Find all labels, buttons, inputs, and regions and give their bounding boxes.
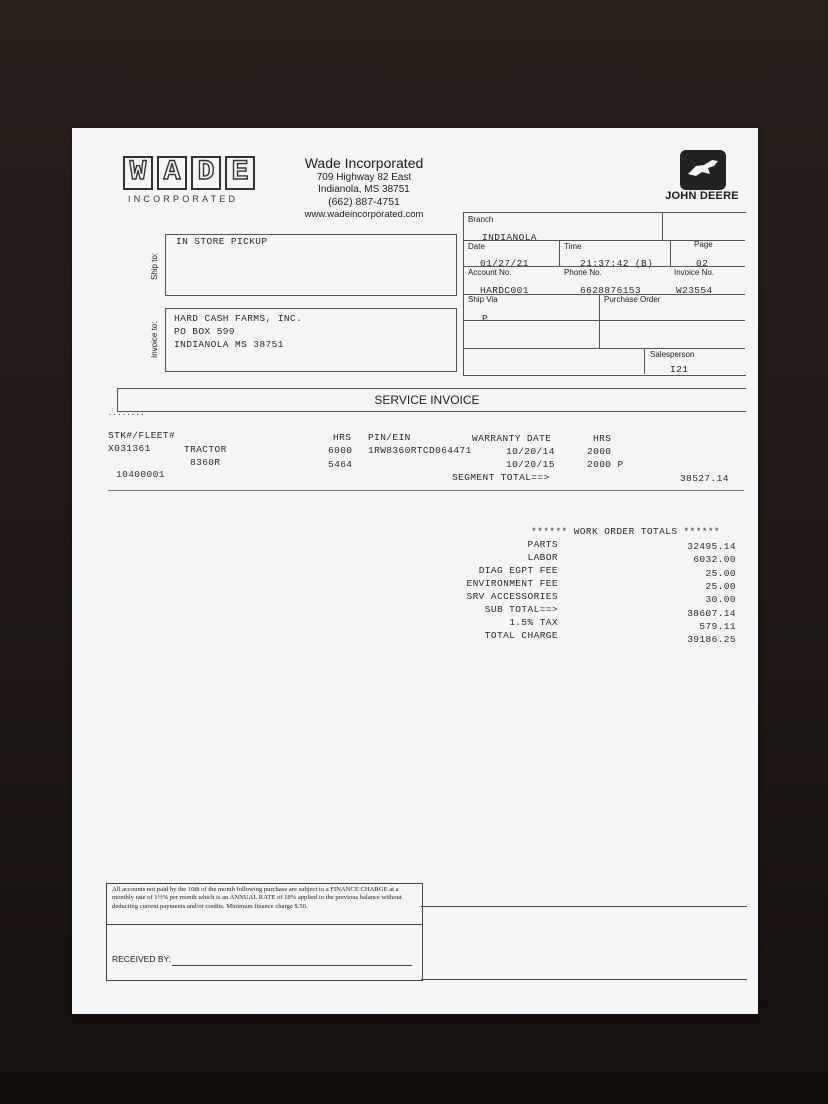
logo-subtitle: INCORPORATED — [128, 194, 239, 204]
segment-total-value: 38527.14 — [680, 473, 729, 484]
company-website: www.wadeincorporated.com — [304, 209, 424, 220]
warranty-date: 10/20/15 — [506, 459, 555, 470]
totals-value: 38607.14 — [687, 608, 736, 619]
logo-letter: D — [191, 156, 221, 190]
totals-value: 30.00 — [705, 594, 736, 605]
account-no-value: HARDC001 — [480, 285, 529, 296]
warranty-date: 10/20/14 — [506, 446, 555, 457]
ship-via-value: P — [482, 313, 489, 324]
dot-leader: ........ — [108, 410, 145, 418]
ship-to-label: Ship to: — [150, 252, 159, 280]
ship-via-label: Ship Via — [468, 295, 498, 304]
unit-type: TRACTOR — [184, 444, 227, 455]
warranty-hrs-header: HRS — [593, 433, 612, 444]
pin-header: PIN/EIN — [368, 432, 411, 443]
company-name: Wade Incorporated — [304, 155, 424, 171]
totals-header: ****** WORK ORDER TOTALS ****** — [531, 526, 721, 537]
warranty-hrs: 2000 — [587, 446, 612, 457]
unit-model: 8360R — [190, 457, 221, 468]
company-phone: (662) 887-4751 — [328, 196, 400, 208]
john-deere-deer-icon — [680, 150, 726, 190]
totals-label: ENVIRONMENT FEE — [466, 578, 558, 589]
pin-value: 1RW8360RTCD064471 — [368, 445, 472, 456]
totals-label: SRV ACCESSORIES — [466, 591, 558, 602]
totals-label: TOTAL CHARGE — [484, 630, 558, 641]
totals-label: SUB TOTAL==> — [484, 604, 558, 615]
time-value: 21:37:42 (B) — [580, 258, 654, 269]
invoice-to-label: Invoice to: — [150, 321, 159, 358]
brand-name: JOHN DEERE — [665, 190, 739, 202]
invoice-no-label: Invoice No. — [674, 268, 715, 277]
invoice-to-line: PO BOX 599 — [174, 326, 236, 337]
invoice-to-line: HARD CASH FARMS, INC. — [174, 313, 303, 324]
date-value: 01/27/21 — [480, 258, 529, 269]
page-value: 02 — [696, 258, 709, 269]
invoice-to-line: INDIANOLA MS 38751 — [174, 339, 284, 350]
hrs-value: 6000 — [328, 445, 353, 456]
purchase-order-label: Purchase Order — [604, 295, 661, 304]
date-label: Date — [468, 242, 485, 251]
branch-label: Branch — [468, 215, 494, 224]
phone-no-value: 6628876153 — [580, 285, 642, 296]
totals-value: 25.00 — [705, 568, 736, 579]
page-label: Page — [694, 240, 713, 249]
totals-label: DIAG EGPT FEE — [478, 565, 558, 576]
totals-label: 1.5% TAX — [509, 617, 558, 628]
warranty-header: WARRANTY DATE — [472, 433, 552, 444]
account-no-label: Account No. — [468, 268, 512, 277]
ship-to-value: IN STORE PICKUP — [176, 236, 268, 247]
invoice-no-value: W23554 — [676, 285, 713, 296]
branch-value: INDIANOLA — [482, 232, 537, 243]
hrs-header: HRS — [333, 432, 352, 443]
totals-value: 32495.14 — [687, 541, 736, 552]
page-title: SERVICE INVOICE — [374, 393, 480, 407]
invoice-paper — [72, 128, 758, 1014]
totals-value: 39186.25 — [687, 634, 736, 645]
logo-letter: A — [157, 156, 187, 190]
totals-value: 579.11 — [699, 621, 736, 632]
company-address2: Indianola, MS 38751 — [318, 184, 410, 195]
logo-letter: E — [225, 156, 255, 190]
logo-letter: W — [123, 156, 153, 190]
received-by-label: RECEIVED BY: — [112, 954, 172, 964]
totals-label: LABOR — [527, 552, 558, 563]
hrs-value: 5464 — [328, 459, 353, 470]
totals-label: PARTS — [527, 539, 558, 550]
stk-header: STK#/FLEET# — [108, 430, 176, 441]
phone-no-label: Phone No. — [564, 268, 602, 277]
segment-number: 10400001 — [116, 469, 165, 480]
stk-number: X031361 — [108, 443, 151, 454]
warranty-hrs: 2000 P — [587, 459, 624, 470]
company-address1: 709 Highway 82 East — [316, 172, 412, 183]
salesperson-label: Salesperson — [650, 350, 695, 359]
time-label: Time — [564, 242, 582, 251]
totals-value: 6032.00 — [693, 554, 736, 565]
salesperson-value: I21 — [670, 364, 689, 375]
segment-total-label: SEGMENT TOTAL==> — [452, 472, 550, 483]
totals-value: 25.00 — [705, 581, 736, 592]
finance-terms: All accounts not paid by the 10th of the month following purchase are subject to a FINANCE CHARGE at a monthly rate of 1½% per month which is an ANNUAL RATE of 18% applied to the previous balance without deducting current payments and/or credits. Minimum finance charge $.50. — [112, 886, 402, 910]
